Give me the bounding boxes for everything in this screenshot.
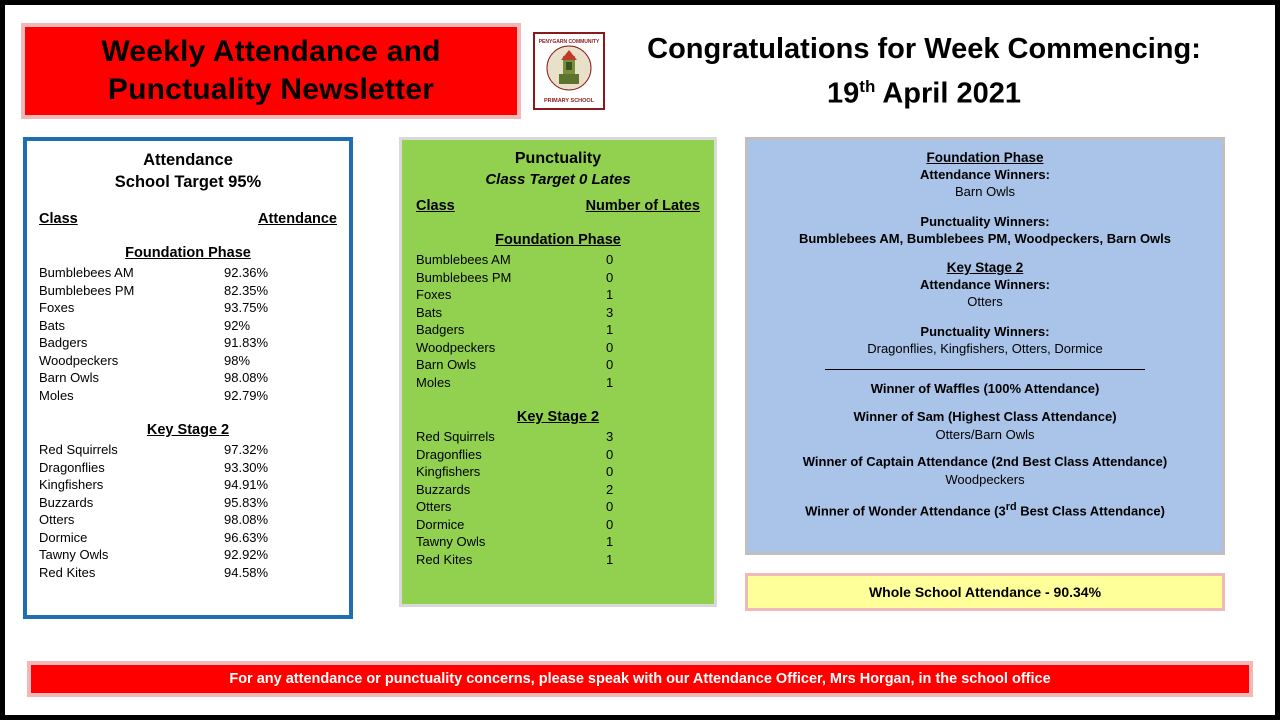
class-name: Dormice (416, 516, 465, 532)
main-columns (5, 129, 1275, 619)
newsletter-title-line1: Weekly Attendance and (101, 35, 441, 68)
class-value: 82.35% (224, 282, 269, 298)
punctuality-title: Punctuality (514, 150, 602, 167)
punctuality-ks2-rows (416, 428, 700, 568)
table-row (416, 533, 700, 551)
svg-text:PRIMARY SCHOOL: PRIMARY SCHOOL (543, 98, 595, 104)
congratulations-date-ordinal: th (859, 76, 876, 96)
class-value: 92.36% (224, 265, 269, 280)
ks2-attendance-label: Attendance Winners: (920, 277, 1050, 292)
class-value: 92.92% (224, 547, 269, 562)
table-row (416, 304, 700, 322)
class-value: 1 (606, 551, 614, 567)
class-value: 94.58% (224, 564, 269, 580)
attendance-foundation-rows (39, 264, 337, 404)
footer-text: For any attendance or punctuality concerns, please speak with our Attendance Officer, Mrs Horgan, in the school office (229, 671, 1051, 687)
punctuality-ks2-heading: Key Stage 2 (516, 409, 600, 425)
school-crest-logo (533, 32, 605, 110)
attendance-col-attendance: Attendance (258, 211, 337, 227)
fp-punctuality-value: Bumblebees AM, Bumblebees PM, Woodpeckers, Barn Owls (798, 231, 1172, 246)
right-column (745, 137, 1225, 611)
newsletter-title-box (21, 23, 521, 119)
table-row (416, 269, 700, 287)
whole-school-attendance-banner (745, 573, 1225, 611)
table-row (39, 317, 337, 335)
table-row (39, 334, 337, 352)
class-name: Bats (39, 317, 66, 333)
table-row (39, 441, 337, 459)
class-value: 98.08% (224, 370, 269, 385)
award-wonder-sup: rd (1005, 501, 1017, 513)
svg-text:PENYGARN COMMUNITY: PENYGARN COMMUNITY (538, 39, 600, 45)
class-value: 0 (606, 252, 614, 267)
table-row (39, 299, 337, 317)
table-row (39, 494, 337, 512)
header (5, 5, 1275, 129)
class-value: 3 (606, 304, 614, 320)
attendance-ks2-heading: Key Stage 2 (146, 422, 230, 438)
punctuality-foundation-heading: Foundation Phase (495, 232, 621, 248)
class-name: Foxes (416, 287, 452, 302)
newsletter-title-line2: Punctuality Newsletter (107, 73, 435, 106)
congratulations-date-rest: April 2021 (875, 77, 1021, 110)
table-row (416, 446, 700, 464)
ks2-attendance-value: Otters (967, 294, 1003, 309)
class-name: Bumblebees AM (39, 265, 134, 280)
class-name: Moles (39, 387, 74, 403)
winners-foundation-heading: Foundation Phase (926, 150, 1044, 165)
attendance-ks2-rows (39, 441, 337, 581)
class-name: Red Squirrels (416, 429, 495, 444)
class-name: Tawny Owls (39, 547, 109, 562)
class-name: Barn Owls (39, 370, 99, 385)
class-name: Buzzards (416, 481, 471, 497)
class-value: 91.83% (224, 335, 269, 350)
class-name: Bumblebees PM (39, 282, 135, 298)
congratulations-line1: Congratulations for Week Commencing: (647, 32, 1201, 65)
congratulations-date (613, 68, 1235, 113)
class-name: Dragonflies (416, 446, 482, 462)
table-row (416, 374, 700, 392)
class-value: 2 (606, 481, 614, 497)
ks2-punctuality-value: Dragonflies, Kingfishers, Otters, Dormice (867, 341, 1103, 356)
class-name: Dormice (39, 529, 88, 545)
fp-attendance-label: Attendance Winners: (920, 167, 1050, 182)
punctuality-col-lates: Number of Lates (585, 198, 700, 214)
class-value: 94.91% (224, 477, 269, 492)
award-captain: Winner of Captain Attendance (2nd Best Class Attendance) (802, 454, 1168, 469)
table-row (39, 369, 337, 387)
class-value: 1 (606, 534, 614, 549)
class-value: 92.79% (224, 387, 269, 403)
table-row (416, 551, 700, 569)
class-value: 0 (606, 464, 614, 479)
award-wonder-post: Best Class Attendance) (1016, 503, 1165, 519)
table-row (39, 546, 337, 564)
class-value: 98.08% (224, 512, 269, 527)
attendance-col-class: Class (39, 211, 78, 227)
punctuality-col-class: Class (416, 198, 455, 214)
class-value: 0 (606, 499, 614, 514)
class-value: 1 (606, 374, 614, 390)
table-row (39, 459, 337, 477)
class-value: 98% (224, 352, 251, 368)
award-wonder (762, 498, 1208, 520)
award-waffles: Winner of Waffles (100% Attendance) (870, 381, 1100, 396)
table-row (416, 356, 700, 374)
class-name: Bumblebees AM (416, 252, 511, 267)
class-value: 93.30% (224, 459, 269, 475)
class-value: 95.83% (224, 494, 269, 510)
table-row (416, 321, 700, 339)
table-row (39, 529, 337, 547)
class-value: 0 (606, 446, 614, 462)
table-row (416, 286, 700, 304)
class-value: 0 (606, 269, 614, 285)
attendance-panel (23, 137, 353, 619)
table-row (39, 511, 337, 529)
class-value: 97.32% (224, 442, 269, 457)
class-name: Barn Owls (416, 357, 476, 372)
congratulations-date-day: 19 (827, 77, 860, 110)
table-row (39, 264, 337, 282)
table-row (416, 498, 700, 516)
table-row (39, 387, 337, 405)
class-value: 0 (606, 357, 614, 372)
table-row (416, 516, 700, 534)
award-captain-value: Woodpeckers (945, 472, 1025, 487)
punctuality-subtitle: Class Target 0 Lates (485, 171, 631, 188)
class-value: 92% (224, 317, 251, 333)
award-sam: Winner of Sam (Highest Class Attendance) (853, 409, 1117, 424)
ks2-punctuality-label: Punctuality Winners: (920, 324, 1050, 339)
table-row (39, 476, 337, 494)
class-name: Otters (39, 512, 75, 527)
class-name: Kingfishers (39, 477, 104, 492)
fp-punctuality-label: Punctuality Winners: (920, 214, 1050, 229)
punctuality-column-headers (416, 198, 700, 214)
class-name: Woodpeckers (416, 339, 496, 355)
fp-attendance-value: Barn Owls (955, 184, 1015, 199)
attendance-title: Attendance (143, 151, 233, 169)
whole-school-attendance-text: Whole School Attendance - 90.34% (868, 584, 1102, 600)
class-value: 96.63% (224, 529, 269, 545)
class-name: Badgers (39, 335, 88, 350)
class-name: Red Kites (39, 564, 96, 580)
congratulations-heading (613, 30, 1265, 113)
table-row (39, 564, 337, 582)
class-name: Bats (416, 304, 443, 320)
award-wonder-pre: Winner of Wonder Attendance (3 (805, 503, 1006, 519)
class-name: Badgers (416, 322, 465, 337)
class-name: Foxes (39, 300, 75, 315)
table-row (416, 481, 700, 499)
class-name: Otters (416, 499, 452, 514)
table-row (416, 339, 700, 357)
class-name: Red Kites (416, 551, 473, 567)
table-row (416, 463, 700, 481)
award-sam-value: Otters/Barn Owls (935, 427, 1035, 442)
winners-ks2-heading: Key Stage 2 (946, 260, 1024, 275)
winners-panel (745, 137, 1225, 555)
table-row (416, 251, 700, 269)
class-name: Woodpeckers (39, 352, 119, 368)
class-name: Buzzards (39, 494, 94, 510)
class-name: Moles (416, 374, 451, 390)
class-value: 0 (606, 339, 614, 355)
divider (825, 369, 1145, 370)
attendance-foundation-heading: Foundation Phase (125, 245, 251, 261)
punctuality-panel (399, 137, 717, 607)
attendance-subtitle: School Target 95% (114, 173, 262, 191)
class-name: Dragonflies (39, 459, 105, 475)
class-value: 0 (606, 516, 614, 532)
punctuality-foundation-rows (416, 251, 700, 391)
attendance-column-headers (39, 211, 337, 227)
table-row (416, 428, 700, 446)
table-row (39, 352, 337, 370)
class-name: Tawny Owls (416, 534, 486, 549)
class-value: 1 (606, 287, 614, 302)
table-row (39, 282, 337, 300)
class-value: 93.75% (224, 300, 269, 315)
class-name: Bumblebees PM (416, 269, 512, 285)
class-name: Kingfishers (416, 464, 481, 479)
class-value: 1 (606, 322, 614, 337)
class-value: 3 (606, 429, 614, 444)
footer-banner (27, 661, 1253, 697)
class-name: Red Squirrels (39, 442, 118, 457)
